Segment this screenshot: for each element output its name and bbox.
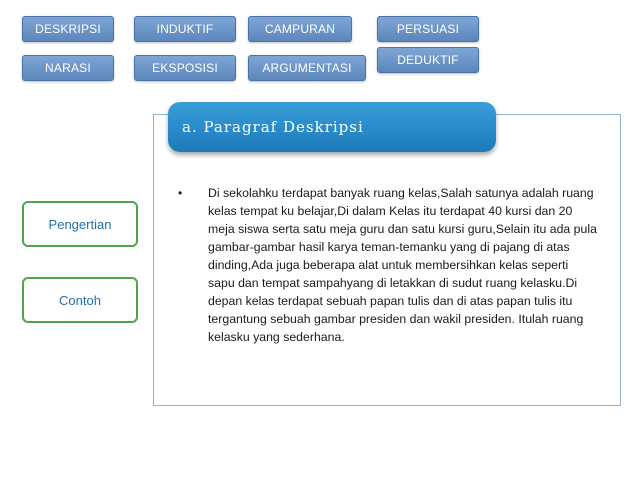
- nav-button-argumentasi[interactable]: ARGUMENTASI: [248, 55, 366, 81]
- nav-button-narasi[interactable]: NARASI: [22, 55, 114, 81]
- example-paragraph: Di sekolahku terdapat banyak ruang kelas,Salah satunya adalah ruang kelas tempat ku belajar,Di dalam Kelas itu terdapat 40 kursi dan 20 meja siswa serta satu meja guru dan satu kursi guru,Selain itu ada pula gambar-gambar hasil karya teman-temanku yang di pajang di atas dinding,Ada juga beberapa alat untuk membersihkan kelas seperti sapu dan tempat sampahyang di letakkan di sudut ruang kelasku.Di depan kelas terdapat sebuah papan tulis dan di atas papan tulis itu tergantung sebuah gambar presiden dan wakil presiden. Itulah ruang kelasku yang sederhana.: [208, 186, 597, 344]
- nav-button-induktif[interactable]: INDUKTIF: [134, 16, 236, 42]
- section-title: a. Paragraf Deskripsi: [182, 118, 364, 136]
- nav-button-campuran[interactable]: CAMPURAN: [248, 16, 352, 42]
- nav-button-deduktif[interactable]: DEDUKTIF: [377, 47, 479, 73]
- nav-button-persuasi[interactable]: PERSUASI: [377, 16, 479, 42]
- bullet-marker: •: [178, 186, 183, 200]
- example-paragraph-block: [178, 184, 598, 346]
- pengertian-button[interactable]: Pengertian: [22, 201, 138, 247]
- nav-button-deskripsi[interactable]: DESKRIPSI: [22, 16, 114, 42]
- contoh-button[interactable]: Contoh: [22, 277, 138, 323]
- section-title-banner: [168, 102, 496, 152]
- nav-button-eksposisi[interactable]: EKSPOSISI: [134, 55, 236, 81]
